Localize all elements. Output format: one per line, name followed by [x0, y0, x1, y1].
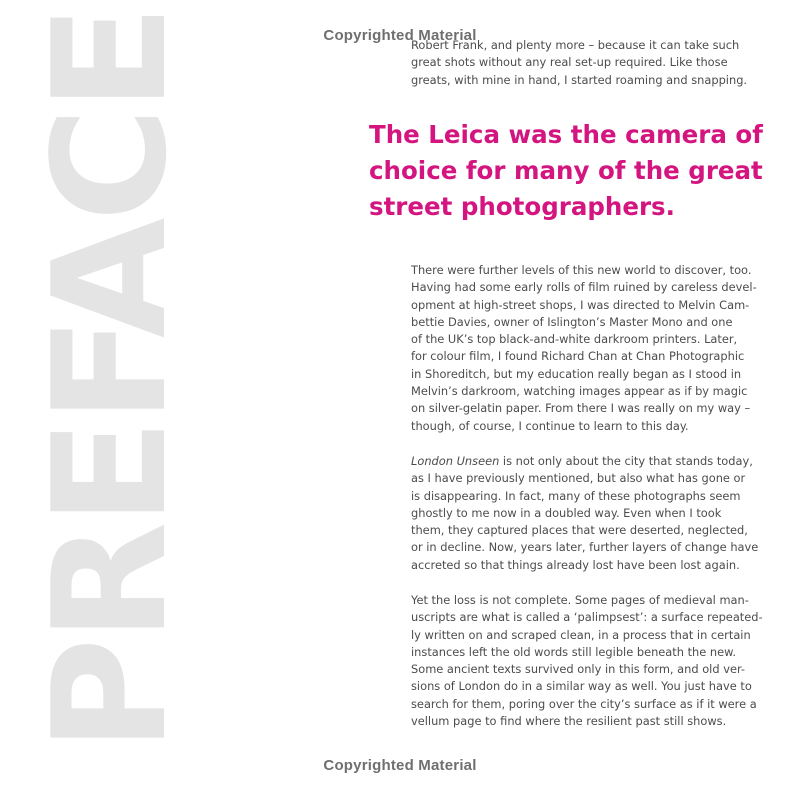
pull-quote — [369, 117, 789, 225]
text-line: ghostly to me now in a doubled way. Even when I took — [411, 505, 722, 520]
text-line: bettie Davies, owner of Islington’s Master Mono and one — [411, 314, 733, 329]
text-line: Yet the loss is not complete. Some pages of medieval man- — [411, 593, 749, 607]
text-line: Some ancient texts survived only in this form, and old ver- — [411, 662, 746, 677]
paragraph-darkroom — [411, 262, 757, 435]
chapter-title-vertical: PREFACE — [19, 8, 201, 752]
text-line: vellum page to find where the resilient past still shows. — [411, 714, 727, 729]
copyright-watermark-bottom: Copyrighted Material — [323, 757, 477, 774]
text-line: them, they captured places that were deserted, neglected, — [411, 523, 748, 538]
text-line: great shots without any real set-up required. Like those — [411, 55, 728, 70]
text-line: Having had some early rolls of film ruined by careless devel- — [411, 280, 757, 295]
text-line: though, of course, I continue to learn to this day. — [411, 418, 689, 433]
book-title-italic: London Unseen — [411, 454, 500, 468]
text-line: sions of London do in a similar way as well. You just have to — [411, 679, 752, 694]
text-line: for colour film, I found Richard Chan at Chan Photographic — [411, 349, 745, 364]
pull-quote-line: street photographers. — [369, 192, 675, 221]
text-line: Robert Frank, and plenty more – because it can take such — [411, 38, 740, 52]
text-line: greats, with mine in hand, I started roaming and snapping. — [411, 72, 748, 87]
text-line: uscripts are what is called a ‘palimpsest’: a surface repeated- — [411, 610, 763, 625]
text-line: opment at high-street shops, I was directed to Melvin Cam- — [411, 297, 750, 312]
text-line: Melvin’s darkroom, watching images appear as if by magic — [411, 384, 748, 399]
paragraph-london-unseen — [411, 453, 759, 574]
text-line: search for them, poring over the city’s surface as if it were a — [411, 696, 757, 711]
copyright-watermark-top: Copyrighted Material — [323, 27, 477, 44]
paragraph-palimpsest — [411, 592, 763, 730]
text-line: on silver-gelatin paper. From there I was really on my way – — [411, 401, 751, 416]
intro-paragraph — [411, 37, 751, 89]
text-line: is disappearing. In fact, many of these photographs seem — [411, 488, 741, 503]
text-line: of the UK’s top black-and-white darkroom printers. Later, — [411, 332, 738, 347]
text-line: ly written on and scraped clean, in a process that in certain — [411, 627, 751, 642]
pull-quote-line: The Leica was the camera of — [369, 120, 763, 149]
text-line: or in decline. Now, years later, further layers of change have — [411, 540, 759, 555]
text-fragment: is not only about the city that stands today, — [499, 454, 753, 468]
text-line — [411, 453, 751, 470]
text-line: There were further levels of this new world to discover, too. — [411, 263, 752, 277]
text-line: accreted so that things already lost have been lost again. — [411, 557, 740, 572]
text-line: instances left the old words still legible beneath the new. — [411, 644, 737, 659]
pull-quote-line: choice for many of the great — [369, 156, 763, 185]
text-line: as I have previously mentioned, but also what has gone or — [411, 471, 746, 486]
text-line: in Shoreditch, but my education really began as I stood in — [411, 366, 742, 381]
